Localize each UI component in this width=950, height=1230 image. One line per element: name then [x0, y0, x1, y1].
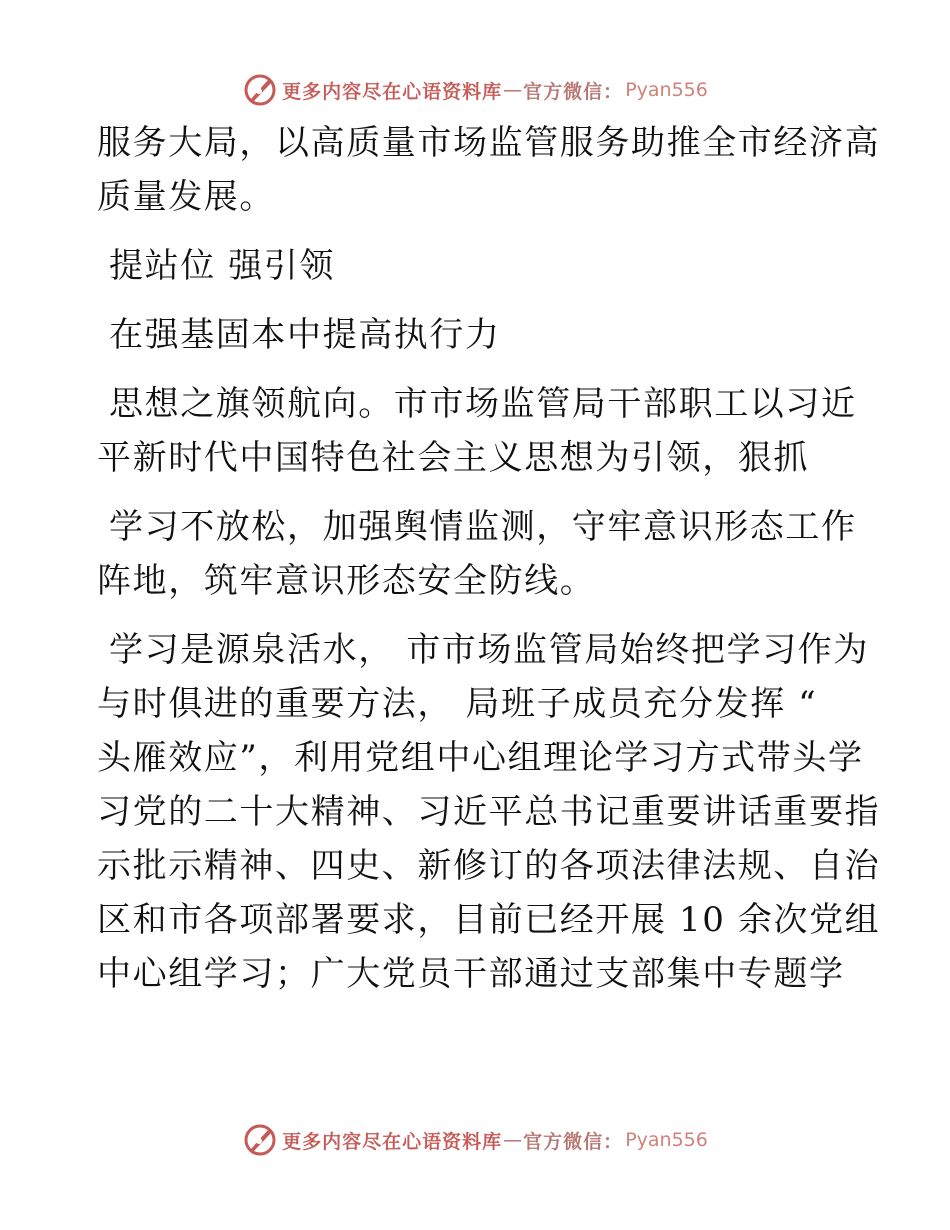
section-heading: 提站位 强引领: [109, 246, 336, 286]
text-line: 头雁效应”，利用党组中心组理论学习方式带头学: [97, 738, 864, 778]
banner-site-text: 更多内容尽在心语资料库: [282, 1130, 503, 1153]
quill-logo-icon: [242, 72, 278, 108]
text-line: 中心组学习；广大党员干部通过支部集中专题学: [97, 954, 845, 994]
banner-wechat-id: Pyan556: [625, 1129, 708, 1151]
document-body: [97, 116, 881, 1001]
banner-site-text: 更多内容尽在心语资料库: [282, 80, 503, 103]
text-line: 学习是源泉活水， 市市场监管局始终把学习作为: [109, 630, 870, 670]
text-line: 与时俱进的重要方法， 局班子成员充分发挥 “: [97, 684, 818, 724]
text-line: 习党的二十大精神、习近平总书记重要讲话重要指: [97, 792, 881, 832]
footer-banner: [0, 1120, 950, 1160]
text-line: 质量发展。: [97, 177, 275, 217]
text-line: 服务大局，以高质量市场监管服务助推全市经济高: [97, 123, 881, 163]
text-line: 示批示精神、四史、新修订的各项法律法规、自治: [97, 846, 881, 886]
header-banner: [0, 70, 950, 110]
text-line: 区和市各项部署要求，目前已经开展 10 余次党组: [97, 900, 881, 940]
banner-wechat-label: 官方微信：: [523, 1130, 624, 1153]
paragraph-1: [97, 116, 881, 224]
paragraph-3: [97, 500, 857, 608]
text-line: 阵地，筑牢意识形态安全防线。: [97, 561, 596, 601]
banner-wechat-label: 官方微信：: [523, 80, 624, 103]
banner-separator: —: [503, 79, 523, 101]
paragraph-4: [97, 623, 881, 1001]
paragraph-2: [97, 377, 857, 485]
section-subheading: 在强基固本中提高执行力: [109, 315, 501, 355]
banner-separator: —: [503, 1129, 523, 1151]
banner-wechat-id: Pyan556: [625, 79, 708, 101]
text-line: 平新时代中国特色社会主义思想为引领，狠抓: [97, 438, 809, 478]
text-line: 思想之旗领航向。市市场监管局干部职工以习近: [109, 384, 857, 424]
quill-logo-icon: [242, 1122, 278, 1158]
text-line: 学习不放松，加强舆情监测，守牢意识形态工作: [109, 507, 857, 547]
